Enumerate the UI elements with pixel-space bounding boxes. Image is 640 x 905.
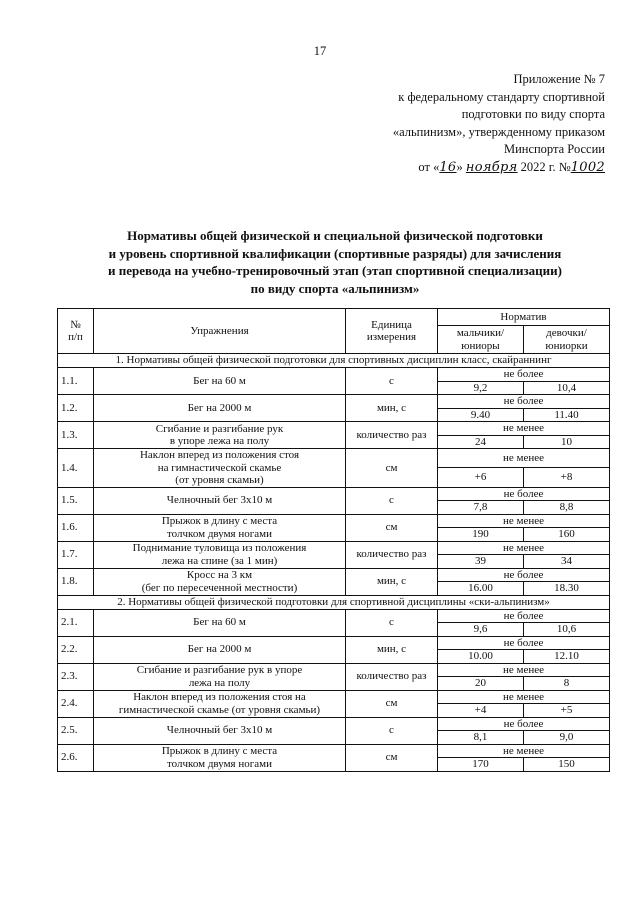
row-number: 2.4. [58,690,94,717]
row-number: 1.3. [58,422,94,449]
boys-value: 9,2 [438,381,524,395]
header-girls-line: девочки/ [546,327,587,339]
unit-cell: мин, с [346,568,438,595]
row-number: 1.7. [58,541,94,568]
exercise-name [94,514,346,541]
appendix-block [340,71,605,176]
norm-condition: не более [438,395,610,409]
exercise-name [94,609,346,636]
boys-value: 39 [438,555,524,569]
exercise-name [94,690,346,717]
exercise-name [94,663,346,690]
exercise-name [94,487,346,514]
norm-condition: не менее [438,663,610,677]
girls-value: 10,6 [524,623,610,637]
norm-condition: не менее [438,744,610,758]
girls-value: 8,8 [524,501,610,515]
table-row [58,541,610,555]
boys-value: 8,1 [438,731,524,745]
exercise-name [94,568,346,595]
order-date-line [340,159,605,177]
girls-value: 11.40 [524,408,610,422]
unit-cell: количество раз [346,663,438,690]
girls-value: +8 [524,468,610,487]
exercise-line: Бег на 60 м [193,616,246,629]
header-girls-line: юниорки [545,339,588,352]
norms-table [57,308,610,772]
title-line: и уровень спортивной квалификации (спортивные разряды) для зачисления [108,245,562,261]
girls-value: 8 [524,677,610,691]
row-number: 1.1. [58,368,94,395]
header-unit-line: измерения [366,331,417,343]
title-line: Нормативы общей физической и специальной физической подготовки [127,228,543,243]
header-unit [346,309,438,354]
exercise-name [94,717,346,744]
norms-table-body [58,354,610,772]
unit-cell: см [346,514,438,541]
unit-cell: количество раз [346,422,438,449]
unit-cell: количество раз [346,541,438,568]
date-mid: » [456,159,466,174]
date-year: 2022 г. № [517,159,571,174]
girls-value: 150 [524,758,610,772]
norm-condition: не более [438,368,610,382]
exercise-line: Прыжок в длину с места [161,515,278,527]
header-boys-line: юниоры [461,339,500,352]
norm-condition: не более [438,487,610,501]
exercise-name [94,541,346,568]
table-row [58,690,610,704]
exercise-line: лежа на спине (за 1 мин) [161,554,278,567]
exercise-name [94,636,346,663]
girls-value: 12.10 [524,650,610,664]
table-row [58,449,610,468]
unit-cell: с [346,487,438,514]
exercise-line: Бег на 2000 м [187,401,252,414]
table-row [58,663,610,677]
table-row [58,568,610,582]
table-row [58,395,610,409]
row-number: 1.8. [58,568,94,595]
section-title: 2. Нормативы общей физической подготовки для спортивной дисциплины «ски-альпинизм» [58,595,610,609]
boys-value: 9,6 [438,623,524,637]
girls-value: 10,4 [524,381,610,395]
date-prefix: от « [418,159,440,174]
header-norm: Норматив [438,309,610,326]
girls-value: +5 [524,704,610,718]
table-row [58,744,610,758]
header-girls [524,326,610,354]
exercise-line: толчком двумя ногами [167,527,272,540]
exercise-line: толчком двумя ногами [167,757,272,770]
row-number: 2.5. [58,717,94,744]
norm-condition: не менее [438,422,610,436]
boys-value: 190 [438,528,524,542]
appendix-line: «альпинизм», утвержденному приказом [392,124,605,139]
row-number: 2.2. [58,636,94,663]
norm-condition: не менее [438,541,610,555]
exercise-name [94,744,346,771]
unit-cell: с [346,609,438,636]
exercise-line: лежа на полу [188,676,251,689]
header-num-line: п/п [68,331,83,343]
norm-condition: не более [438,717,610,731]
appendix-line: к федеральному стандарту спортивной [398,89,605,104]
norm-condition: не более [438,636,610,650]
exercise-name [94,368,346,395]
exercise-line: Челночный бег 3x10 м [166,724,273,737]
section-row [58,354,610,368]
norm-condition: не более [438,609,610,623]
appendix-line: Минспорта России [503,142,605,156]
exercise-line: Сгибание и разгибание рук [155,422,284,435]
exercise-name [94,422,346,449]
row-number: 2.1. [58,609,94,636]
exercise-line: Сгибание и разгибание рук в упоре [136,664,303,676]
girls-value: 18.30 [524,582,610,596]
norm-condition: не менее [438,449,610,468]
header-num [58,309,94,354]
table-row [58,368,610,382]
row-number: 2.6. [58,744,94,771]
date-day: 16 [439,159,457,175]
unit-cell: см [346,690,438,717]
unit-cell: мин, с [346,636,438,663]
unit-cell: см [346,744,438,771]
row-number: 1.2. [58,395,94,422]
boys-value: 24 [438,435,524,449]
exercise-line: Челночный бег 3x10 м [166,494,273,507]
appendix-line: подготовки по виду спорта [461,107,605,121]
row-number: 1.6. [58,514,94,541]
header-exercise: Упражнения [94,309,346,354]
girls-value: 34 [524,555,610,569]
boys-value: 16.00 [438,582,524,596]
header-boys [438,326,524,354]
exercise-line: гимнастической скамье (от уровня скамьи) [118,703,321,716]
boys-value: +4 [438,704,524,718]
boys-value: 170 [438,758,524,772]
table-row [58,487,610,501]
exercise-line: (от уровня скамьи) [175,474,264,486]
girls-value: 9,0 [524,731,610,745]
boys-value: 10.00 [438,650,524,664]
row-number: 1.4. [58,449,94,488]
girls-value: 10 [524,435,610,449]
order-number: 1002 [570,159,605,175]
section-title: 1. Нормативы общей физической подготовки для спортивных дисциплин класс, скайраннинг [58,354,610,368]
exercise-line: Бег на 2000 м [187,643,252,656]
unit-cell: мин, с [346,395,438,422]
exercise-line: Наклон вперед из положения стоя на [133,691,306,703]
table-row [58,514,610,528]
boys-value: 20 [438,677,524,691]
date-month: ноября [465,159,518,175]
unit-cell: с [346,717,438,744]
document-title [50,227,620,297]
exercise-line: Кросс на 3 км [186,569,253,581]
page-number: 17 [313,44,327,58]
norm-condition: не более [438,568,610,582]
unit-cell: с [346,368,438,395]
exercise-line: Наклон вперед из положения стоя [139,449,300,461]
exercise-name [94,395,346,422]
header-boys-line: мальчики/ [456,327,505,339]
title-line: и перевода на учебно-тренировочный этап (этап спортивной специализации) [108,263,562,278]
norm-condition: не менее [438,514,610,528]
section-row [58,595,610,609]
table-row [58,717,610,731]
exercise-name [94,449,346,488]
boys-value: 9.40 [438,408,524,422]
header-num-line: № [70,318,81,331]
row-number: 1.5. [58,487,94,514]
exercise-line: на гимнастической скамье [157,461,282,474]
exercise-line: (бег по пересеченной местности) [141,581,298,594]
table-row [58,609,610,623]
row-number: 2.3. [58,663,94,690]
exercise-line: в упоре лежа на полу [169,435,270,447]
unit-cell: см [346,449,438,488]
exercise-line: Прыжок в длину с места [161,745,278,757]
norm-condition: не менее [438,690,610,704]
header-unit-line: Единица [371,318,412,331]
boys-value: 7,8 [438,501,524,515]
table-row [58,636,610,650]
appendix-line: Приложение № 7 [513,72,605,86]
boys-value: +6 [438,468,524,487]
table-row [58,422,610,436]
exercise-line: Бег на 60 м [193,374,246,387]
exercise-line: Поднимание туловища из положения [132,542,307,554]
title-line: по виду спорта «альпинизм» [250,280,420,296]
girls-value: 160 [524,528,610,542]
